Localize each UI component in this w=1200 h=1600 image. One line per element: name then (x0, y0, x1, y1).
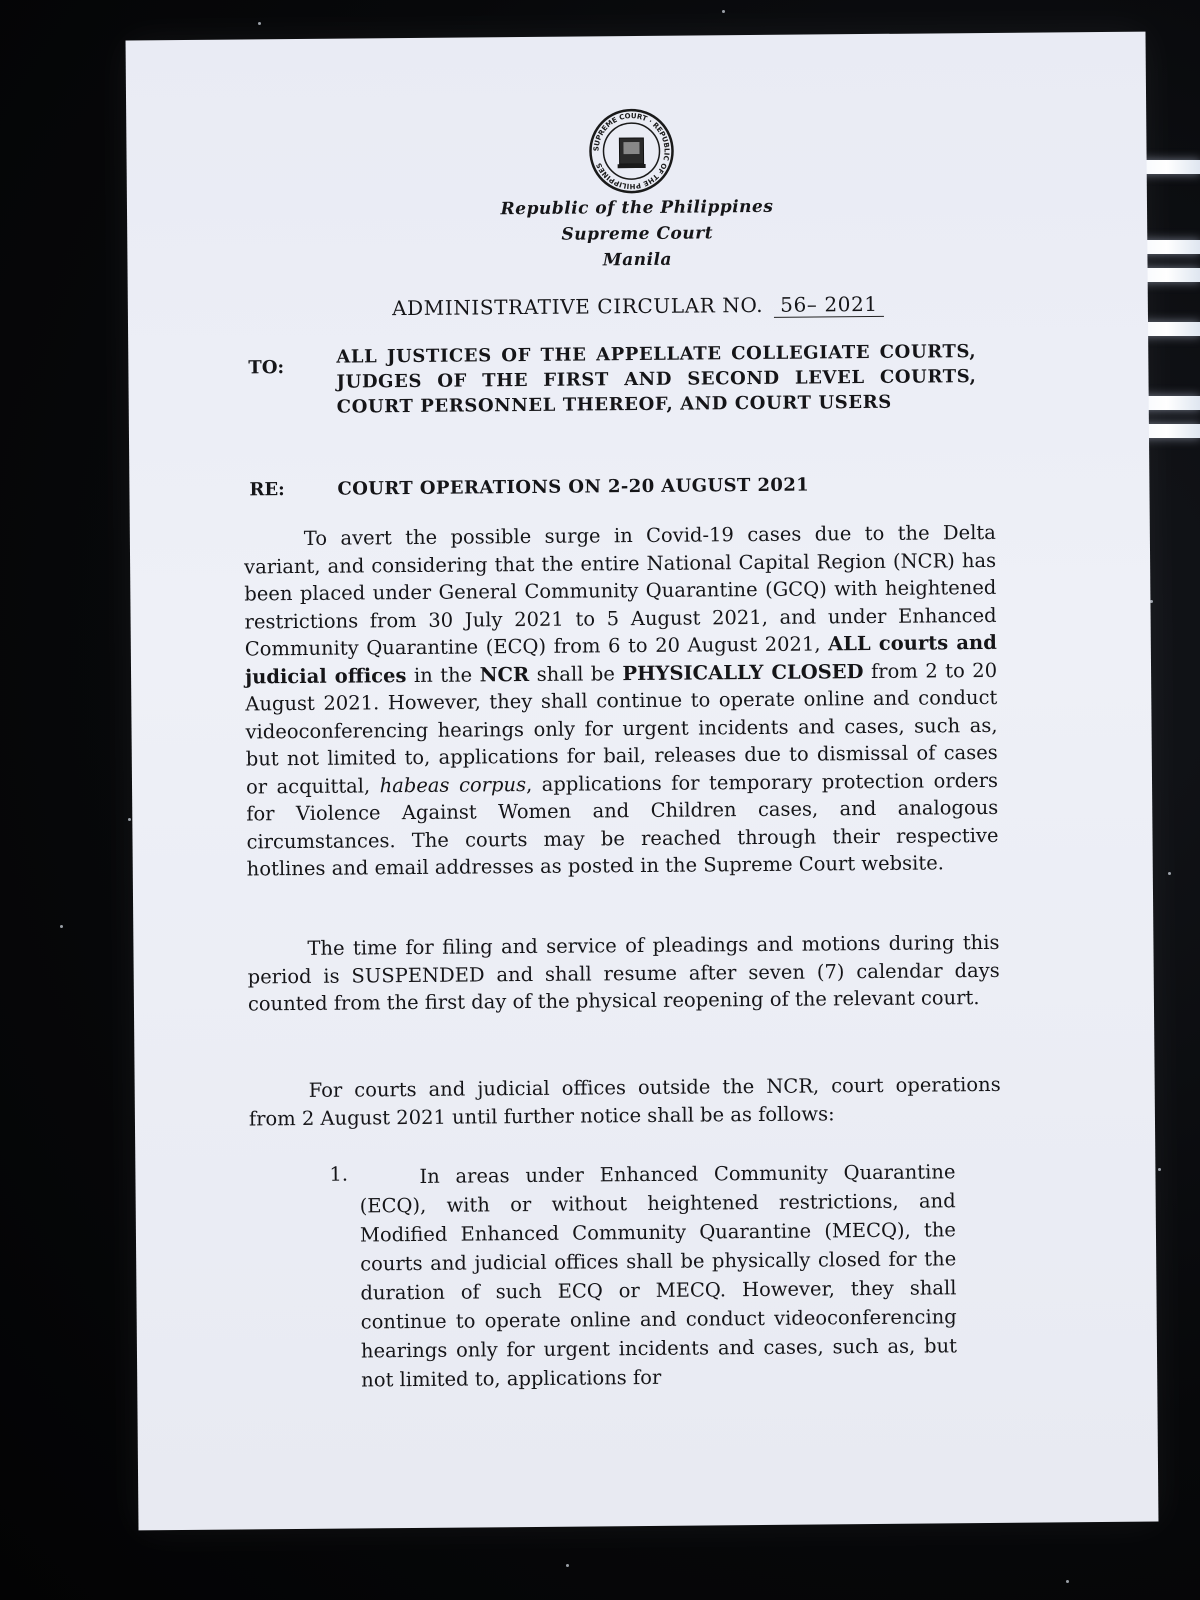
to-recipients: ALL JUSTICES OF THE APPELLATE COLLEGIATE COURTS, JUDGES OF THE FIRST AND SECOND LEVEL COURTS, COURT PERSONNEL THEREOF, AND COURT USERS (336, 341, 977, 418)
paragraph-text: For courts and judicial offices outside the NCR, court operations from 2 August 2021 until further notice shall be as follows: (248, 1072, 1001, 1130)
paragraph-suspension (247, 929, 1000, 1018)
background-speck (1158, 1168, 1161, 1171)
emphasis-text: PHYSICALLY CLOSED (622, 659, 864, 685)
paragraph-outside-ncr (249, 1071, 1001, 1133)
supreme-court-seal-icon (588, 108, 675, 195)
paragraph-text: in the (413, 662, 473, 687)
to-label: TO: (248, 357, 285, 379)
background-speck (566, 1564, 569, 1567)
seal-text: SUPREME COURT · REPUBLIC OF THE PHILIPPINES (592, 111, 671, 191)
list-item (359, 1157, 957, 1394)
re-subject: COURT OPERATIONS ON 2-20 AUGUST 2021 (337, 474, 810, 500)
header-republic: Republic of the Philippines (500, 196, 774, 220)
emphasis-text: ALL courts and judicial offices (244, 630, 997, 688)
paragraph-text: The time for filing and service of pleadings and motions during this period is SUSPENDED and shall resume after seven (7) calendar days counted from the first day of the physical reopening of the relevant court. (247, 930, 1000, 1016)
italic-text: habeas corpus (379, 772, 527, 797)
circular-number: 56– 2021 (774, 292, 884, 318)
background-speck (258, 22, 261, 25)
background-speck (722, 10, 725, 13)
paragraph-text: , applications for temporary protection orders for Violence Against Women and Children cases, and analogous circumstances. The courts may be reached through their respective hotlines and email addresses as posted in the Supreme Court website. (246, 768, 999, 881)
document-page (126, 32, 1159, 1531)
paragraph-ncr-closure (244, 519, 999, 883)
list-item-text: In areas under Enhanced Community Quarantine (ECQ), with or without heightened restrictions, and Modified Enhanced Community Quarantine (MECQ), the courts and judicial offices shall be physically closed for the duration of such ECQ or MECQ. However, they shall continue to operate online and conduct videoconferencing hearings only for urgent incidents and cases, such as, but not limited to, applications for (359, 1160, 958, 1392)
re-label: RE: (249, 479, 285, 501)
background-speck (1066, 1580, 1069, 1583)
circular-title (128, 290, 1148, 324)
background-speck (60, 925, 63, 928)
background-speck (128, 818, 131, 821)
paragraph-text: To avert the possible surge in Covid-19 cases due to the Delta variant, and considering that the entire National Capital Region (NCR) has been placed under General Community Quarantine (GCQ) with heightened restrictions from 30 July 2021 to 5 August 2021, and under Enhanced Community Quarantine (ECQ) from 6 to 20 August 2021, (244, 520, 997, 661)
emphasis-text: NCR (479, 662, 530, 686)
circular-label: ADMINISTRATIVE CIRCULAR NO. (391, 292, 764, 321)
paragraph-text: from 2 to 20 August 2021. However, they shall continue to operate online and conduct videoconferencing hearings only for urgent incidents and cases, such as, but not limited to, applications for bail, releases due to dismissal of cases or acquittal, (245, 658, 998, 798)
list-item-number: 1. (329, 1162, 349, 1186)
header-supreme-court: Supreme Court (561, 223, 714, 245)
background-speck (1168, 872, 1171, 875)
paragraph-text: shall be (536, 661, 616, 686)
header-manila: Manila (602, 249, 673, 271)
